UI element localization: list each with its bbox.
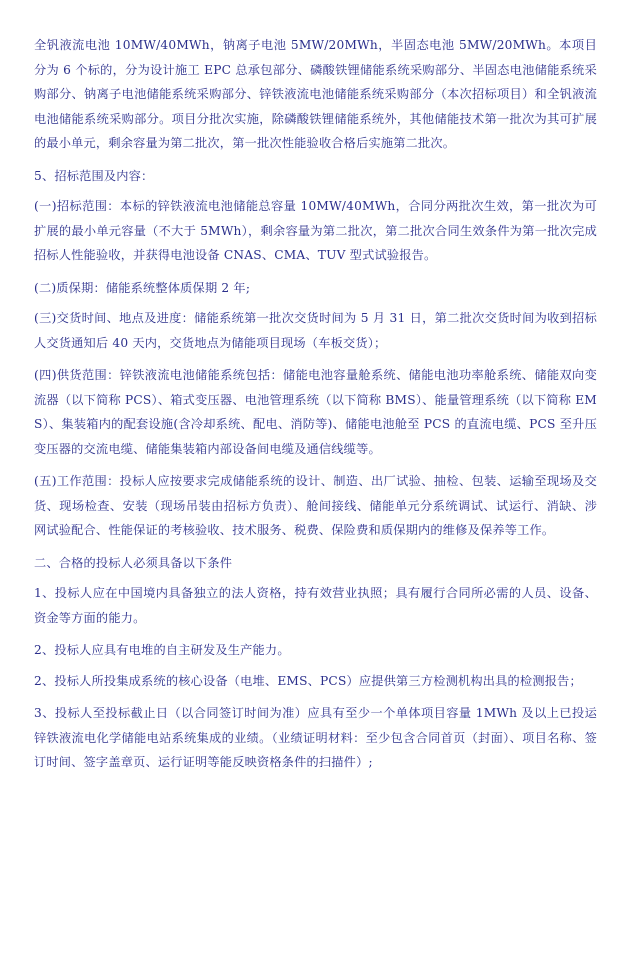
- paragraph-work-scope: (五)工作范围：投标人应按要求完成储能系统的设计、制造、出厂试验、抽检、包装、运输至现场及交货、现场检查、安装（现场吊装由招标方负责）、舱间接线、储能单元分系统调试、试运行、消缺、涉网试验配合、性能保证的考核验收、技术服务、税费、保险费和质保期内的维修及保养等工作。: [34, 474, 597, 537]
- heading-qualifications: 二、合格的投标人必须具备以下条件: [34, 555, 233, 570]
- paragraph-qualification-rnd: 2、投标人应具有电堆的自主研发及生产能力。: [34, 643, 290, 657]
- paragraph-delivery: (三)交货时间、地点及进度：储能系统第一批次交货时间为 5 月 31 日，第二批次交货时间为收到招标人交货通知后 40 天内，交货地点为储能项目现场（车板交货）；: [34, 311, 597, 350]
- paragraph-supply-scope: (四)供货范围：锌铁液流电池储能系统包括：储能电池容量舱系统、储能电池功率舱系统、储能双向变流器（以下简称 PCS）、箱式变压器、电池管理系统（以下简称 BMS）、能量管理系统（以下简称 EMS）、集装箱内的配套设施(含冷却系统、配电、消防等)、储能电池舱至 PCS 的直流电缆、PCS 至升压变压器的交流电缆、储能集装箱内部设备间电缆及通信线缆等。: [34, 368, 597, 456]
- paragraph-bidding-scope: (一)招标范围：本标的锌铁液流电池储能总容量 10MW/40MWh，合同分两批次生效，第一批次为可扩展的最小单元容量（不大于 5MWh），剩余容量为第二批次，第二批次合同生效条件为第一批次完成招标人性能验收，并获得电池设备 CNAS、CMA、TUV 型式试验报告。: [34, 199, 597, 262]
- heading-bidding-scope: 5、招标范围及内容：: [34, 168, 154, 183]
- paragraph-qualification-legal: 1、投标人应在中国境内具备独立的法人资格，持有效营业执照；具有履行合同所必需的人员、设备、资金等方面的能力。: [34, 586, 597, 625]
- paragraph-qualification-experience: 3、投标人至投标截止日（以合同签订时间为准）应具有至少一个单体项目容量 1MWh 及以上已投运锌铁液流电化学储能电站系统集成的业绩。（业绩证明材料：至少包含合同首页（封面）、项目名称、签订时间、签字盖章页、运行证明等能反映资格条件的扫描件）;: [34, 706, 597, 769]
- paragraph-qualification-test-report: 2、投标人所投集成系统的核心设备（电堆、EMS、PCS）应提供第三方检测机构出具的检测报告；: [34, 673, 582, 688]
- paragraph-project-overview: 全钒液流电池 10MW/40MWh，钠离子电池 5MW/20MWh，半固态电池 5MW/20MWh。本项目分为 6 个标的，分为设计施工 EPC 总承包部分、磷酸铁锂储能系统采购部分、半固态电池储能系统采购部分、钠离子电池储能系统采购部分、锌铁液流电池储能系统采购部分（本次招标项目）和全钒液流电池储能系统采购部分。项目分批次实施，除磷酸铁锂储能系统外，其他储能技术第一批次为其可扩展的最小单元，剩余容量为第二批次，第一批次性能验收合格后实施第二批次。: [34, 38, 597, 150]
- paragraph-warranty: (二)质保期：储能系统整体质保期 2 年;: [34, 280, 251, 295]
